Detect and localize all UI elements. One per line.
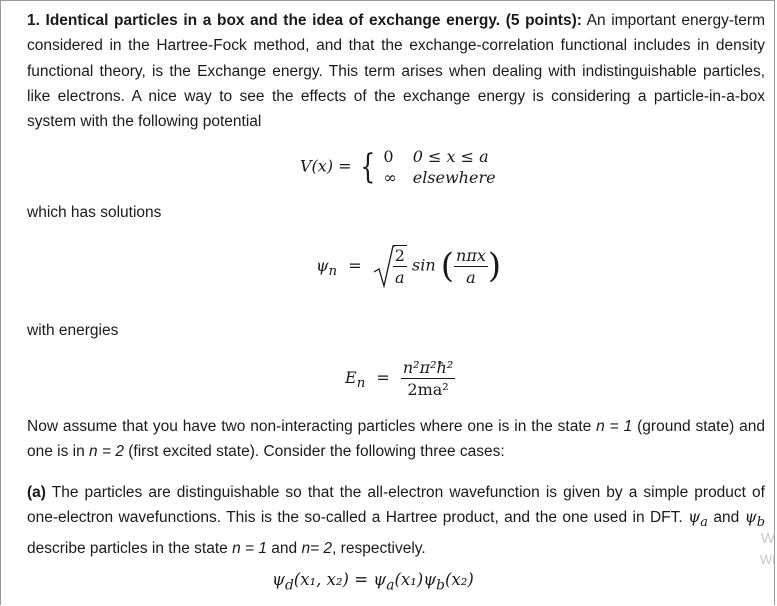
potential-lhs: V(x) =: [300, 156, 352, 176]
two-particle-paragraph: Now assume that you have two non-interacting particles where one is in the state n = 1 (ground state) and one is in n = 2 (first excited state). Consider the following three cases:: [27, 418, 765, 461]
case2-condition: elsewhere: [412, 168, 496, 187]
case1-condition: 0 ≤ x ≤ a: [412, 147, 489, 166]
solutions-text: which has solutions: [27, 204, 162, 221]
potential-equation: [300, 146, 502, 188]
problem-title: 1. Identical particles in a box and the idea of exchange energy. (5 points):: [27, 12, 582, 29]
cases-brace: {: [359, 147, 376, 187]
psi-b-symbol: $\psi_b$: [744, 508, 765, 531]
psi-n: $\psi_n$: [316, 255, 338, 279]
equals-sign: =: [348, 255, 362, 275]
part-a-label: (a): [27, 484, 46, 501]
psi-a-symbol: $\psi_a$: [688, 508, 708, 531]
watermark-line1: W: [760, 530, 775, 547]
energy-equation: [345, 358, 455, 399]
hartree-product-equation: $\psi_d(x_1$, $x_2) = \psi_a(x_1)\psi_b(x_2)$: [272, 570, 474, 594]
state-n2: n = 2: [89, 443, 124, 461]
left-paren: (: [440, 246, 455, 286]
intro-paragraph: [27, 8, 765, 134]
case2-value: ∞: [383, 168, 397, 187]
watermark-line2: Wi: [759, 552, 775, 567]
part-a-paragraph: (a) The particles are distinguishable so that the all-electron wavefunction is given by a simple product of one-electron wavefunctions. This is the so-called a Hartree product, and the one used in DFT. $\psi_a$ and $\psi_b$ describe particles in the state n = 1 and n= 2, respectively.: [27, 484, 765, 557]
energy-fraction: $\frac{\text{n²π²ħ²}}{\text{2ma²}}$: [402, 358, 454, 399]
energies-text: with energies: [27, 322, 119, 339]
case1-value: 0: [383, 147, 394, 166]
part-a-n2: n= 2: [301, 539, 333, 557]
wavefunction-equation: [316, 244, 501, 288]
intro-text: An important energy-term considered in the Hartree-Fock method, and that the exchange-correlation functional includes in density functional theory, is the Exchange energy. This term arises when dealing with indistinguishable particles, like electrons. A nice way to see the effects of the exchange energy is considering a particle-in-a-box system with the following potential: [27, 12, 765, 131]
part-a-n1: n = 1: [232, 539, 267, 557]
sqrt-fraction: $\frac{2}{a}$: [394, 246, 405, 287]
potential-cases: [383, 146, 501, 188]
right-paren: ): [487, 246, 502, 286]
energy-lhs: $E_n$: [345, 368, 366, 392]
sin-function: sin: [412, 255, 436, 275]
sqrt-sign: [373, 244, 395, 288]
energy-equals: =: [376, 368, 390, 387]
sin-argument: $\frac{\text{nπx}}{a}$: [456, 245, 486, 287]
state-n1: n = 1: [596, 418, 633, 435]
